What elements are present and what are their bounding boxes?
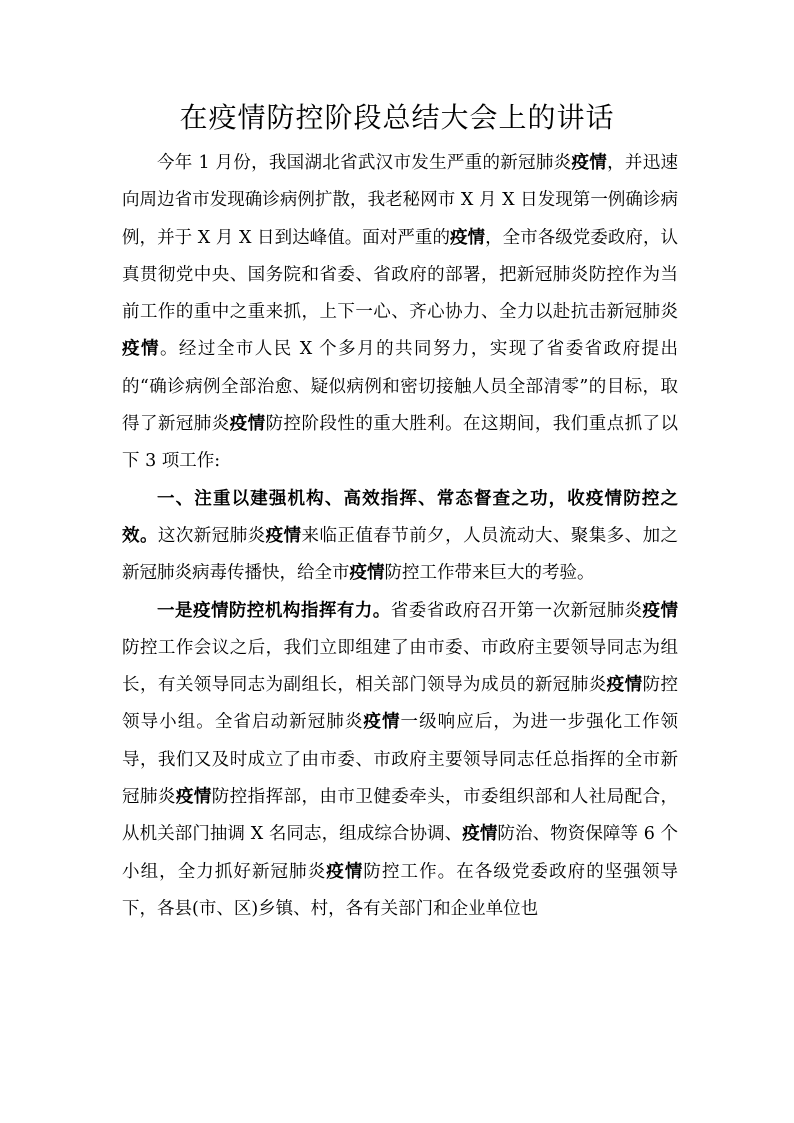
text-segment: 防控领导小组。全省启动新冠肺炎 <box>122 675 679 733</box>
text-segment: 。经过全市人民 X 个多月的共同努力，实现了省委省政府提出的“确诊病例全部治愈、疑似病例和密切接触人员全部清零”的目标，取得了新冠肺炎 <box>122 339 679 435</box>
text-segment: 防控阶段性的重大胜利。在这期间，我们重点抓了以下 3 项工作: <box>122 414 679 472</box>
text-segment: 省委省政府召开第一次新冠肺炎 <box>390 600 643 621</box>
text-segment: ，全市各级党委政府，认真贯彻党中央、国务院和省委、省政府的部署，把新冠肺炎防控作为当前工作的重中之重来抓，上下一心、齐心协力、全力以赴抗击新冠肺炎 <box>122 227 679 323</box>
section-heading: 一、注重以建强机构、高效指挥、常态督查之功，收疫情防控之效。 <box>122 488 678 546</box>
keyword-bold: 疫情 <box>265 525 302 546</box>
text-segment: 这次新冠肺炎 <box>157 525 266 546</box>
paragraph-2 <box>122 481 678 593</box>
text-segment: 来临正值春节前夕，人员流动大、聚集多、加之新冠肺炎病毒传播快，给全市 <box>122 525 679 584</box>
keyword-bold: 疫情 <box>349 563 385 584</box>
keyword-bold: 疫情 <box>642 600 679 621</box>
text-segment: 防控工作带来巨大的考验。 <box>384 563 595 584</box>
subsection-heading: 一是疫情防控机构指挥有力。 <box>157 600 391 621</box>
text-segment: ，并迅速向周边省市发现确诊病例扩散，我老秘网市 X 月 X 日发现第一例确诊病例，并于 X 月 X 日到达峰值。面对严重的 <box>122 153 679 248</box>
keyword-bold: 疫情 <box>122 339 160 360</box>
text-segment: 防控指挥部，由市卫健委牵头，市委组织部和人社局配合，从机关部门抽调 X 名同志，组成综合协调、 <box>122 787 679 845</box>
keyword-bold: 疫情 <box>326 861 364 882</box>
keyword-bold: 疫情 <box>571 153 608 173</box>
document-body <box>122 145 678 928</box>
keyword-bold: 疫情 <box>175 787 212 808</box>
keyword-bold: 疫情 <box>606 675 643 696</box>
document-title: 在疫情防控阶段总结大会上的讲话 <box>179 101 615 134</box>
paragraph-1 <box>122 145 678 481</box>
keyword-bold: 疫情 <box>363 712 401 733</box>
text-segment: 防控工作会议之后，我们立即组建了由市委、市政府主要领导同志为组长，有关领导同志为副组长，相关部门领导为成员的新冠肺炎 <box>122 637 678 696</box>
keyword-bold: 疫情 <box>229 414 266 435</box>
paragraph-3 <box>122 593 678 929</box>
keyword-bold: 疫情 <box>450 227 486 248</box>
text-segment: 防治、物资保障等 6 个小组，全力抓好新冠肺炎 <box>122 824 678 882</box>
keyword-bold: 疫情 <box>462 824 498 845</box>
text-segment: 今年 1 月份，我国湖北省武汉市发生严重的新冠肺炎 <box>157 153 572 173</box>
text-segment: 防控工作。在各级党委政府的坚强领导下，各县(市、区)乡镇、村，各有关部门和企业单位也 <box>122 861 679 919</box>
text-segment: 一级响应后，为进一步强化工作领导，我们又及时成立了由市委、市政府主要领导同志任总指挥的全市新冠肺炎 <box>122 712 679 808</box>
